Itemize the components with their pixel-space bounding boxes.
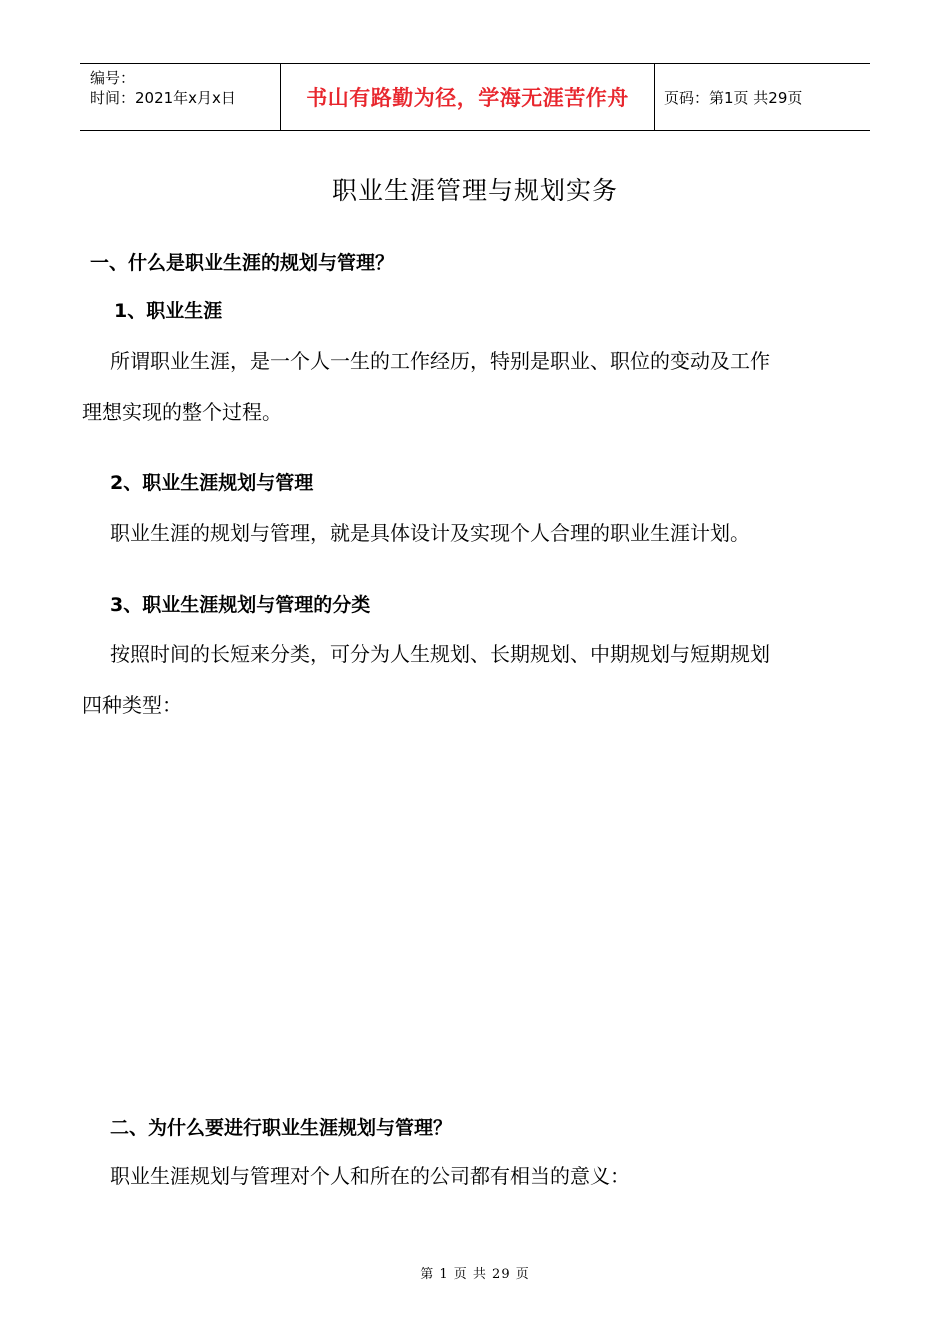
section-2-paragraph: 职业生涯规划与管理对个人和所在的公司都有相当的意义： [110, 1164, 630, 1188]
subsection-3-paragraph-line-2: 四种类型： [82, 693, 182, 717]
time-label: 时间：2021年x月x日 [90, 89, 236, 107]
subsection-1-heading: 1、职业生涯 [114, 300, 223, 322]
header-meta [80, 64, 281, 130]
section-1-heading: 一、什么是职业生涯的规划与管理？ [90, 252, 395, 274]
subsection-2-heading: 2、职业生涯规划与管理 [110, 472, 314, 494]
header-page-info: 页码：第1页 共29页 [664, 88, 803, 107]
subsection-1-paragraph-line-2: 理想实现的整个过程。 [82, 400, 282, 424]
number-label: 编号： [90, 69, 136, 87]
page-footer: 第 1 页 共 29 页 [420, 1267, 530, 1282]
document-title: 职业生涯管理与规划实务 [331, 176, 618, 205]
subsection-3-heading: 3、职业生涯规划与管理的分类 [110, 594, 371, 616]
subsection-1-paragraph-line-1: 所谓职业生涯，是一个人一生的工作经历，特别是职业、职位的变动及工作 [110, 349, 770, 373]
section-2-heading: 二、为什么要进行职业生涯规划与管理？ [110, 1117, 453, 1139]
subsection-3-paragraph-line-1: 按照时间的长短来分类，可分为人生规划、长期规划、中期规划与短期规划 [110, 642, 770, 666]
document-header [80, 63, 870, 131]
subsection-2-paragraph: 职业生涯的规划与管理，就是具体设计及实现个人合理的职业生涯计划。 [110, 521, 750, 545]
header-motto: 书山有路勤为径，学海无涯苦作舟 [281, 64, 655, 130]
